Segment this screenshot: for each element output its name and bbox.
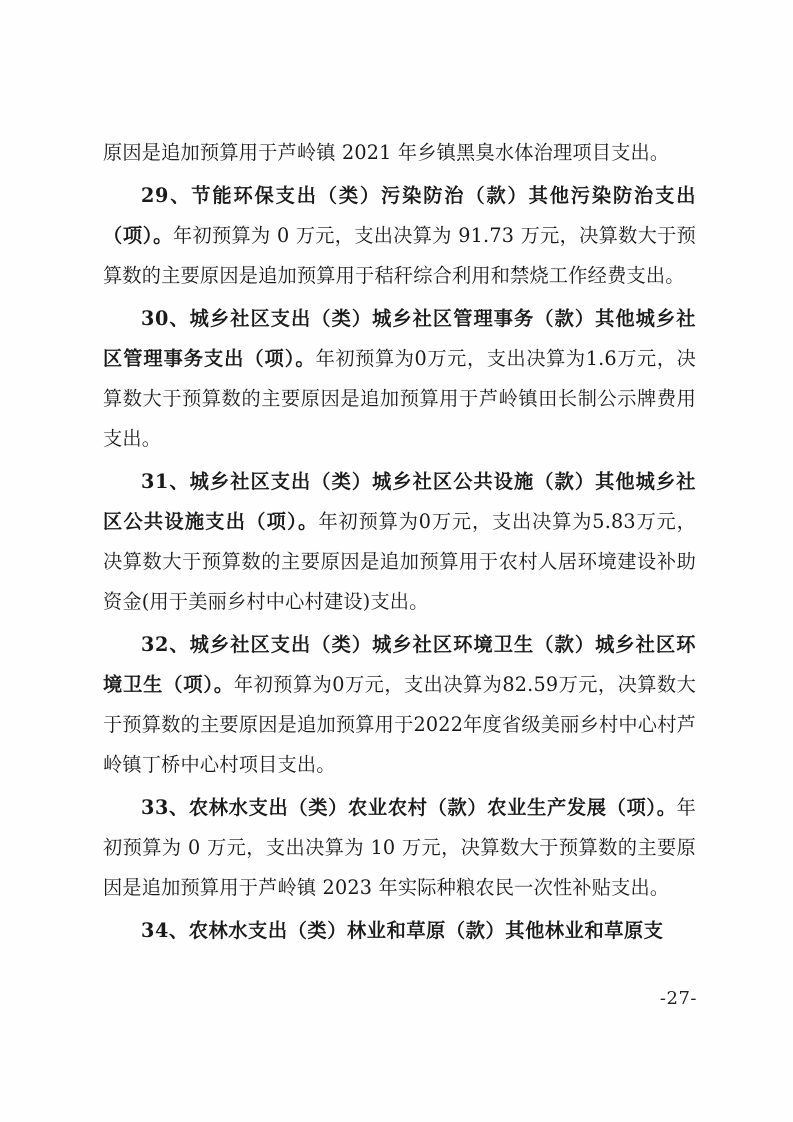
paragraph-text: 年初预算为 0 万元，支出决算为 91.73 万元，决算数大于预算数的主要原因是追加预算用于秸秆综合利用和禁烧工作经费支出。 bbox=[103, 224, 696, 287]
paragraph-continuation bbox=[103, 133, 696, 173]
paragraph-item-34 bbox=[103, 911, 696, 951]
paragraph-heading: 32、城乡社区支出（类）城乡社区环境卫生（款）城乡社区环境卫生（项）。 bbox=[103, 633, 696, 696]
paragraph-heading: 34、农林水支出（类）林业和草原（款）其他林业和草原支 bbox=[141, 919, 664, 942]
paragraph-heading: 29、节能环保支出（类）污染防治（款）其他污染防治支出（项）。 bbox=[103, 184, 696, 247]
paragraph-item-30 bbox=[103, 299, 696, 459]
paragraph-item-31 bbox=[103, 462, 696, 622]
paragraph-item-33 bbox=[103, 788, 696, 908]
paragraph-text: 年初预算为0万元，支出决算为1.6万元，决算数大于预算数的主要原因是追加预算用于芦岭镇田长制公示牌费用支出。 bbox=[103, 347, 697, 450]
paragraph-item-32 bbox=[103, 625, 696, 785]
paragraph-heading: 33、农林水支出（类）农业农村（款）农业生产发展（项）。 bbox=[141, 796, 677, 819]
paragraph-text: 年初预算为0万元，支出决算为82.59万元，决算数大于预算数的主要原因是追加预算用于2022年度省级美丽乡村中心村芦岭镇丁桥中心村项目支出。 bbox=[103, 673, 696, 776]
paragraph-heading: 31、城乡社区支出（类）城乡社区公共设施（款）其他城乡社区公共设施支出（项）。 bbox=[103, 470, 696, 533]
paragraph-item-29 bbox=[103, 176, 696, 296]
document-body bbox=[103, 133, 696, 954]
paragraph-text: 原因是追加预算用于芦岭镇 2021 年乡镇黑臭水体治理项目支出。 bbox=[103, 141, 670, 164]
paragraph-text: 年初预算为 0 万元，支出决算为 10 万元，决算数大于预算数的主要原因是追加预算用于芦岭镇 2023 年实际种粮农民一次性补贴支出。 bbox=[103, 796, 696, 899]
page-number: -27- bbox=[659, 988, 697, 1009]
paragraph-text: 年初预算为0万元，支出决算为5.83万元，决算数大于预算数的主要原因是追加预算用于农村人居环境建设补助资金(用于美丽乡村中心村建设)支出。 bbox=[103, 510, 696, 613]
paragraph-heading: 30、城乡社区支出（类）城乡社区管理事务（款）其他城乡社区管理事务支出（项）。 bbox=[103, 307, 696, 370]
